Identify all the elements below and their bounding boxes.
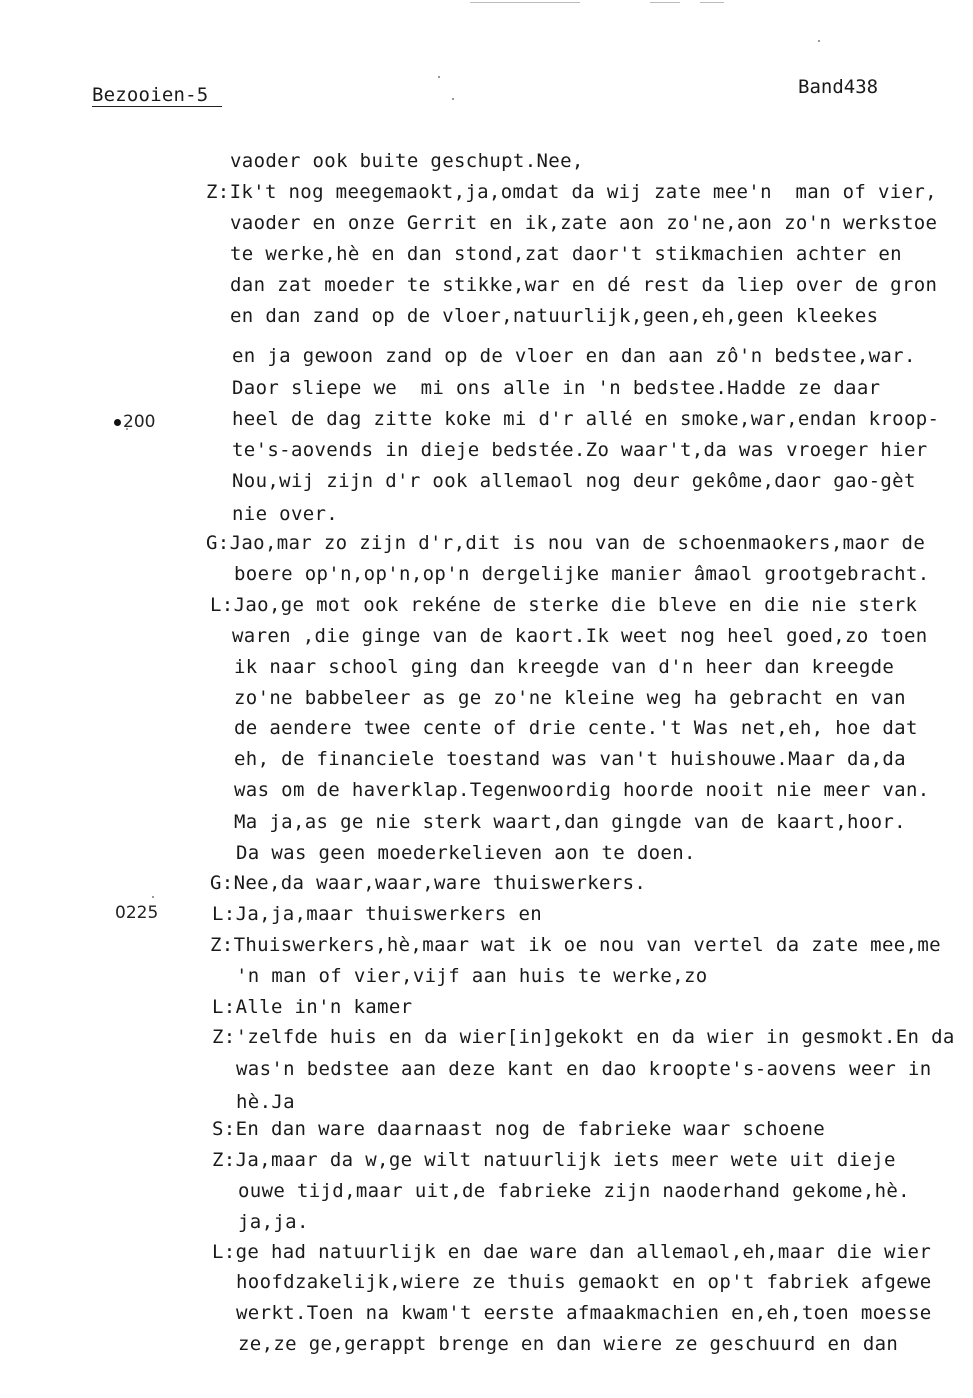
transcript-line: de aendere twee cente of drie cente.'t Was net,eh, hoe dat xyxy=(234,717,918,739)
transcript-line: werkt.Toen na kwam't eerste afmaakmachien en,eh,toen moesse xyxy=(236,1302,932,1324)
page-label: Bezooien-5 xyxy=(92,84,222,107)
transcript-line: Nou,wij zijn d'r ook allemaol nog deur gekôme,daor gao-gèt xyxy=(232,470,916,492)
transcript-line: Da was geen moederkelieven aon te doen. xyxy=(236,842,696,864)
transcript-line: en dan zand op de vloer,natuurlijk,geen,eh,geen kleekes xyxy=(230,305,879,327)
transcript-line: 'n man of vier,vijf aan huis te werke,zo xyxy=(236,965,708,987)
transcript-line: ik naar school ging dan kreegde van d'n heer dan kreegde xyxy=(234,656,895,678)
transcript-line: vaoder en onze Gerrit en ik,zate aon zo'ne,aon zo'n werkstoe xyxy=(230,212,938,234)
margin-note-0225: 0225 xyxy=(115,903,159,923)
margin-note-text: 200 xyxy=(123,412,156,432)
transcript-line: L:Alle in'n kamer xyxy=(212,996,413,1018)
transcript-line: eh, de financiele toestand was van't huishouwe.Maar da,da xyxy=(234,748,906,770)
transcript-line: was om de haverklap.Tegenwoordig hoorde nooit nie meer van. xyxy=(234,779,930,801)
transcript-line: en ja gewoon zand op de vloer en dan aan zô'n bedstee,war. xyxy=(232,345,916,367)
transcript-line: G:Nee,da waar,waar,ware thuiswerkers. xyxy=(210,872,647,894)
transcript-line: te werke,hè en dan stond,zat daor't stikmachien achter en xyxy=(230,243,902,265)
transcript-line: Ma ja,as ge nie sterk waart,dan gingde van de kaart,hoor. xyxy=(234,811,906,833)
bullet-icon xyxy=(114,419,121,426)
transcript-line: G:Jao,mar zo zijn d'r,dit is nou van de schoenmaokers,maor de xyxy=(206,532,926,554)
transcript-line: dan zat moeder te stikke,war en dé rest da liep over de gron xyxy=(230,274,938,296)
transcript-line: hoofdzakelijk,wiere ze thuis gemaokt en op't fabriek afgewe xyxy=(236,1271,932,1293)
transcript-line: zo'ne babbeleer as ge zo'ne kleine weg ha gebracht en van xyxy=(234,687,906,709)
band-label: Band438 xyxy=(798,76,879,98)
transcript-line: was'n bedstee aan deze kant en dao kroopte's-aovens weer in xyxy=(236,1058,932,1080)
transcript-line: nie over. xyxy=(232,503,339,525)
transcript-line: hè.Ja xyxy=(236,1091,295,1113)
transcript-line: Z:Thuiswerkers,hè,maar wat ik oe nou van vertel da zate mee,me xyxy=(210,934,941,956)
transcript-line: L:Jao,ge mot ook rekéne de sterke die bleve en die nie sterk xyxy=(210,594,918,616)
transcript-line: S:En dan ware daarnaast nog de fabrieke waar schoene xyxy=(212,1118,826,1140)
transcript-line: L:Ja,ja,maar thuiswerkers en xyxy=(212,903,543,925)
transcript-line: waren ,die ginge van de kaort.Ik weet nog heel goed,zo toen xyxy=(232,625,928,647)
margin-note-200 xyxy=(114,412,155,432)
transcript-line: ouwe tijd,maar uit,de fabrieke zijn naoderhand gekome,hè. xyxy=(238,1180,910,1202)
transcript-line: te's-aovends in dieje bedstée.Zo waar't,da was vroeger hier xyxy=(232,439,928,461)
transcript-line: Z:'zelfde huis en da wier[in]gekokt en da wier in gesmokt.En da xyxy=(212,1026,955,1048)
transcript-line: ze,ze ge,gerappt brenge en dan wiere ze geschuurd en dan xyxy=(238,1333,899,1355)
transcript-line: Daor sliepe we mi ons alle in 'n bedstee.Hadde ze daar xyxy=(232,377,881,399)
transcript-line: L:ge had natuurlijk en dae ware dan allemaol,eh,maar die wier xyxy=(212,1241,932,1263)
transcript-line: Z:Ik't nog meegemaokt,ja,omdat da wij zate mee'n man of vier, xyxy=(206,181,937,203)
transcript-line: heel de dag zitte koke mi d'r allé en smoke,war,endan kroop- xyxy=(232,408,940,430)
transcript-line: ja,ja. xyxy=(238,1211,309,1233)
transcript-line: vaoder ook buite geschupt.Nee, xyxy=(230,150,584,172)
transcript-line: Z:Ja,maar da w,ge wilt natuurlijk iets meer wete uit dieje xyxy=(212,1149,896,1171)
transcript-line: boere op'n,op'n,op'n dergelijke manier âmaol grootgebracht. xyxy=(234,563,930,585)
